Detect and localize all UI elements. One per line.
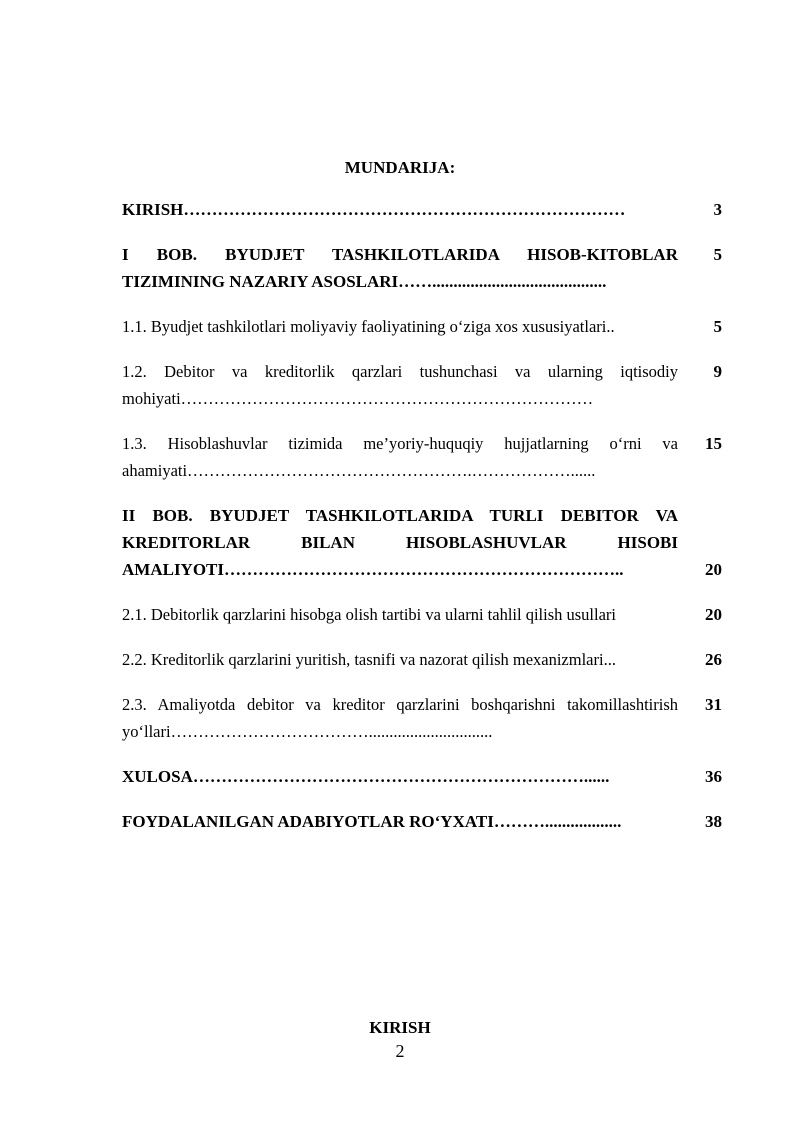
toc-entry-title: 1.1. Byudjet tashkilotlari moliyaviy faoliyatining o‘ziga xos xususiyatlari.. xyxy=(122,317,615,336)
toc-entry-title: 1.3. Hisoblashuvlar tizimida me’yoriy-huquqiy hujjatlarning o‘rni va ahamiyati…………………………………………….………………...... xyxy=(122,434,678,480)
toc-entry-page: 38 xyxy=(705,812,722,831)
toc-entry-title: 2.2. Kreditorlik qarzlarini yuritish, tasnifi va nazorat qilish mexanizmlari... xyxy=(122,650,616,669)
toc-entry-title: KIRISH…………………………………………………………………… xyxy=(122,200,626,219)
toc-entry-title: FOYDALANILGAN ADABIYOTLAR RO‘YXATI……….................. xyxy=(122,812,622,831)
next-section-heading: KIRISH xyxy=(369,1018,431,1037)
toc-entry-title: I BOB. BYUDJET TASHKILOTLARIDA HISOB-KITOBLAR TIZIMINING NAZARIY ASOSLARI……......................................... xyxy=(122,245,678,291)
toc-entry-page: 3 xyxy=(713,200,722,219)
toc-entry-page: 20 xyxy=(705,560,722,579)
toc-entry-references[interactable] xyxy=(122,808,722,835)
toc-entry-page: 5 xyxy=(713,245,722,264)
toc-entry-page: 26 xyxy=(705,650,722,669)
page-number: 2 xyxy=(395,1041,405,1061)
toc-entry-2-3[interactable] xyxy=(122,691,722,745)
toc-entry-1-1[interactable] xyxy=(122,313,722,340)
toc-entry-page: 9 xyxy=(713,362,722,381)
toc-entry-1-2[interactable] xyxy=(122,358,722,412)
toc-entry-1-3[interactable] xyxy=(122,430,722,484)
toc-entry-title: 1.2. Debitor va kreditorlik qarzlari tushunchasi va ularning iqtisodiy mohiyati………………………………………………………………… xyxy=(122,362,678,408)
toc-entry-page: 20 xyxy=(705,605,722,624)
table-of-contents xyxy=(122,196,722,853)
toc-entry-title: 2.3. Amaliyotda debitor va kreditor qarzlarini boshqarishni takomillashtirish yo‘llari……………………………….............................. xyxy=(122,695,678,741)
toc-entry-intro[interactable] xyxy=(122,196,722,223)
toc-entry-page: 31 xyxy=(705,695,722,714)
toc-entry-page: 15 xyxy=(705,434,722,453)
toc-entry-conclusion[interactable] xyxy=(122,763,722,790)
toc-entry-page: 36 xyxy=(705,767,722,786)
toc-entry-chapter-1[interactable] xyxy=(122,241,722,295)
toc-entry-title: II BOB. BYUDJET TASHKILOTLARIDA TURLI DEBITOR VA KREDITORLAR BILAN HISOBLASHUVLAR HISOBI AMALIYOTI…………………………………………………………….. xyxy=(122,506,678,579)
toc-entry-title: 2.1. Debitorlik qarzlarini hisobga olish tartibi va ularni tahlil qilish usullari xyxy=(122,605,616,624)
toc-entry-page: 5 xyxy=(713,317,722,336)
toc-entry-2-1[interactable] xyxy=(122,601,722,628)
toc-entry-2-2[interactable] xyxy=(122,646,722,673)
toc-heading: MUNDARIJA: xyxy=(344,158,456,177)
toc-entry-chapter-2[interactable] xyxy=(122,502,722,583)
toc-entry-title: XULOSA……………………………………………………………...... xyxy=(122,767,610,786)
